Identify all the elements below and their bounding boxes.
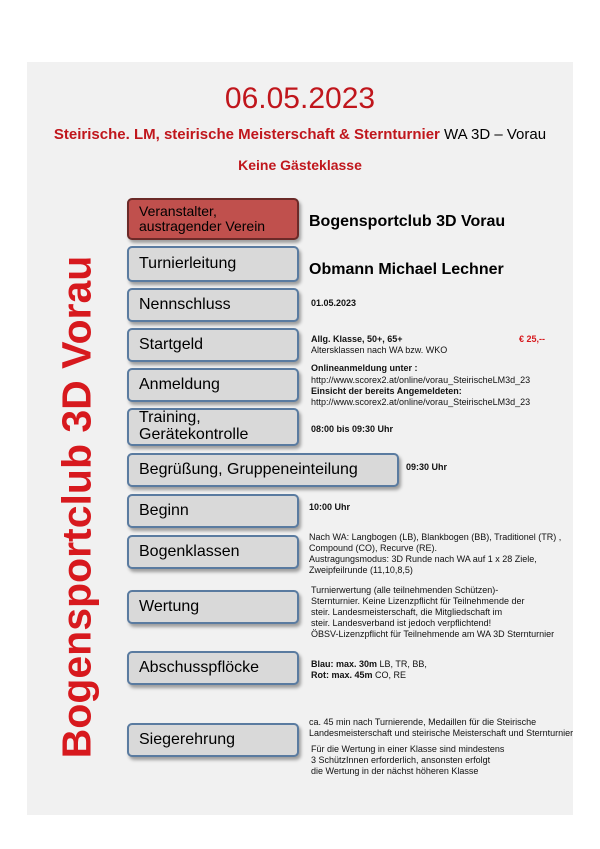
value-training: 08:00 bis 09:30 Uhr [311, 424, 394, 434]
bogenklassen-line-2: Compound (CO), Recurve (RE). [309, 543, 438, 553]
siegerehrung-line-1: ca. 45 min nach Turnierende, Medaillen für die Steirische [309, 717, 537, 727]
value-turnierleitung: Obmann Michael Lechner [309, 261, 504, 278]
startgeld-age-classes: Altersklassen nach WA bzw. WKO [311, 345, 448, 355]
event-subtitle [0, 126, 600, 143]
subtitle-red: Steirische. LM, steirische Meisterschaft & Sternturnier [53, 126, 440, 143]
anmeldung-registered-url[interactable]: http://www.scorex2.at/online/vorau_SteirischeLM3d_23 [311, 397, 531, 407]
no-guest-class-note: Keine Gästeklasse [238, 157, 362, 173]
anmeldung-registered-label: Einsicht der bereits Angemeldeten: [311, 386, 462, 396]
bogenklassen-line-1: Nach WA: Langbogen (LB), Blankbogen (BB), Traditionel (TR) , [309, 532, 562, 542]
wertung-line-1: Turnierwertung (alle teilnehmenden Schützen)- [311, 585, 499, 595]
pfloecke-blau: Blau: max. 30m LB, TR, BB, [311, 659, 427, 669]
label-siegerehrung: Siegerehrung [127, 723, 299, 757]
label-startgeld: Startgeld [127, 328, 299, 362]
label-wertung: Wertung [127, 590, 299, 624]
event-date: 06.05.2023 [224, 82, 376, 115]
startgeld-classes: Allg. Klasse, 50+, 65+ [311, 334, 403, 344]
label-turnierleitung: Turnierleitung [127, 246, 299, 282]
value-veranstalter: Bogensportclub 3D Vorau [309, 213, 506, 230]
value-nennschluss: 01.05.2023 [311, 298, 357, 308]
anmeldung-url[interactable]: http://www.scorex2.at/online/vorau_SteirischeLM3d_23 [311, 375, 531, 385]
siegerehrung-line-2: Landesmeisterschaft und steirische Meisterschaft und Sternturnier [309, 728, 574, 738]
bogenklassen-line-4: Zweipfeilrunde (11,10,8,5) [309, 565, 413, 575]
subtitle-black: WA 3D – Vorau [439, 126, 547, 143]
label-bogenklassen: Bogenklassen [127, 535, 299, 569]
wertung-line-4: steir. Landesverband ist jedoch verpflichtend! [311, 618, 492, 628]
label-beginn: Beginn [127, 494, 299, 528]
bogenklassen-line-3: Austragungsmodus: 3D Runde nach WA auf 1 x 28 Ziele, [309, 554, 537, 564]
startgeld-price: € 25,-- [519, 334, 546, 344]
label-abschusspfloecke: Abschusspflöcke [127, 651, 299, 685]
siegerehrung-line-5: die Wertung in der nächst höheren Klasse [311, 766, 479, 776]
flyer-background [27, 62, 573, 815]
label-anmeldung: Anmeldung [127, 368, 299, 402]
label-training: Training, Gerätekontrolle [127, 408, 299, 446]
siegerehrung-line-3: Für die Wertung in einer Klasse sind mindestens [311, 744, 505, 754]
anmeldung-online-label: Onlineanmeldung unter : [311, 363, 418, 373]
siegerehrung-line-4: 3 SchützInnen erforderlich, ansonsten erfolgt [311, 755, 491, 765]
label-nennschluss: Nennschluss [127, 288, 299, 322]
value-beginn: 10:00 Uhr [309, 502, 351, 512]
label-veranstalter: Veranstalter, austragender Verein [127, 198, 299, 240]
wertung-line-2: Sternturnier. Keine Lizenzpflicht für Teilnehmende der [311, 596, 525, 606]
pfloecke-rot: Rot: max. 45m CO, RE [311, 670, 407, 680]
label-begruessung: Begrüßung, Gruppeneinteilung [127, 453, 399, 487]
wertung-line-5: ÖBSV-Lizenzpflicht für Teilnehmende am WA 3D Sternturnier [311, 629, 555, 639]
value-begruessung: 09:30 Uhr [406, 462, 448, 472]
wertung-line-3: steir. Landesmeisterschaft, die Mitgliedschaft im [311, 607, 503, 617]
club-name-vertical: Bogensportclub 3D Vorau [53, 255, 100, 758]
